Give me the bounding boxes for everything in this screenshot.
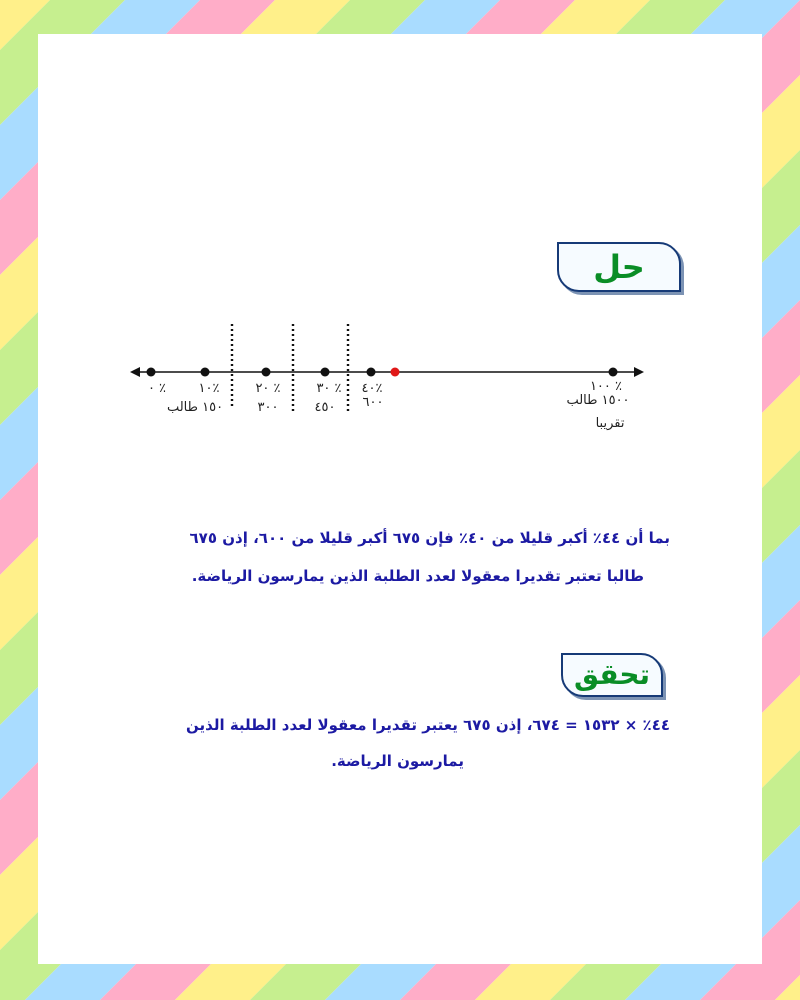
solution-heading-text: حل <box>593 248 645 286</box>
point-0-percent <box>147 368 156 377</box>
solution-paragraph <box>90 519 670 595</box>
point-30-percent <box>321 368 330 377</box>
verify-paragraph <box>90 707 670 779</box>
verify-line-1: ٤٤٪ × ١٥٣٢ = ٦٧٤، إذن ٦٧٥ يعتبر تقديرا معقولا لعدد الطلبة الذين <box>186 716 670 734</box>
label-1500-students: ١٥٠٠ طالب <box>566 393 630 408</box>
label-40-percent: ٪٤٠ <box>361 381 383 396</box>
label-0-percent: ٪ ٠ <box>147 381 167 396</box>
verify-line-2: يمارسون الرياضة. <box>331 752 464 770</box>
point-100-percent <box>609 368 618 377</box>
verify-heading-text: تحقق <box>573 658 651 691</box>
point-40-percent <box>367 368 376 377</box>
point-20-percent <box>262 368 271 377</box>
point-10-percent <box>201 368 210 377</box>
label-10-percent: ٪١٠ <box>198 381 220 396</box>
label-approximately: تقريبا <box>595 416 625 431</box>
solution-line-2: طالبا تعتبر تقديرا معقولا لعدد الطلبة الذين يمارسون الرياضة. <box>191 567 644 585</box>
solution-line-1: بما أن ٤٤٪ أكبر قليلا من ٤٠٪ فإن ٦٧٥ أكبر قليلا من ٦٠٠، إذن ٦٧٥ <box>189 529 670 547</box>
verify-heading-box <box>561 653 663 697</box>
label-150-students: ١٥٠ طالب <box>166 400 224 415</box>
label-20-percent: ٪ ٢٠ <box>255 381 281 396</box>
label-100-percent: ٪ ١٠٠ <box>589 379 623 394</box>
label-300: ٣٠٠ <box>257 400 279 415</box>
left-arrow-head <box>130 367 140 377</box>
right-arrow-head <box>634 367 644 377</box>
label-600: ٦٠٠ <box>362 395 384 410</box>
label-450: ٤٥٠ <box>314 400 336 415</box>
label-30-percent: ٪ ٣٠ <box>316 381 342 396</box>
point-44-percent-estimate <box>391 368 400 377</box>
